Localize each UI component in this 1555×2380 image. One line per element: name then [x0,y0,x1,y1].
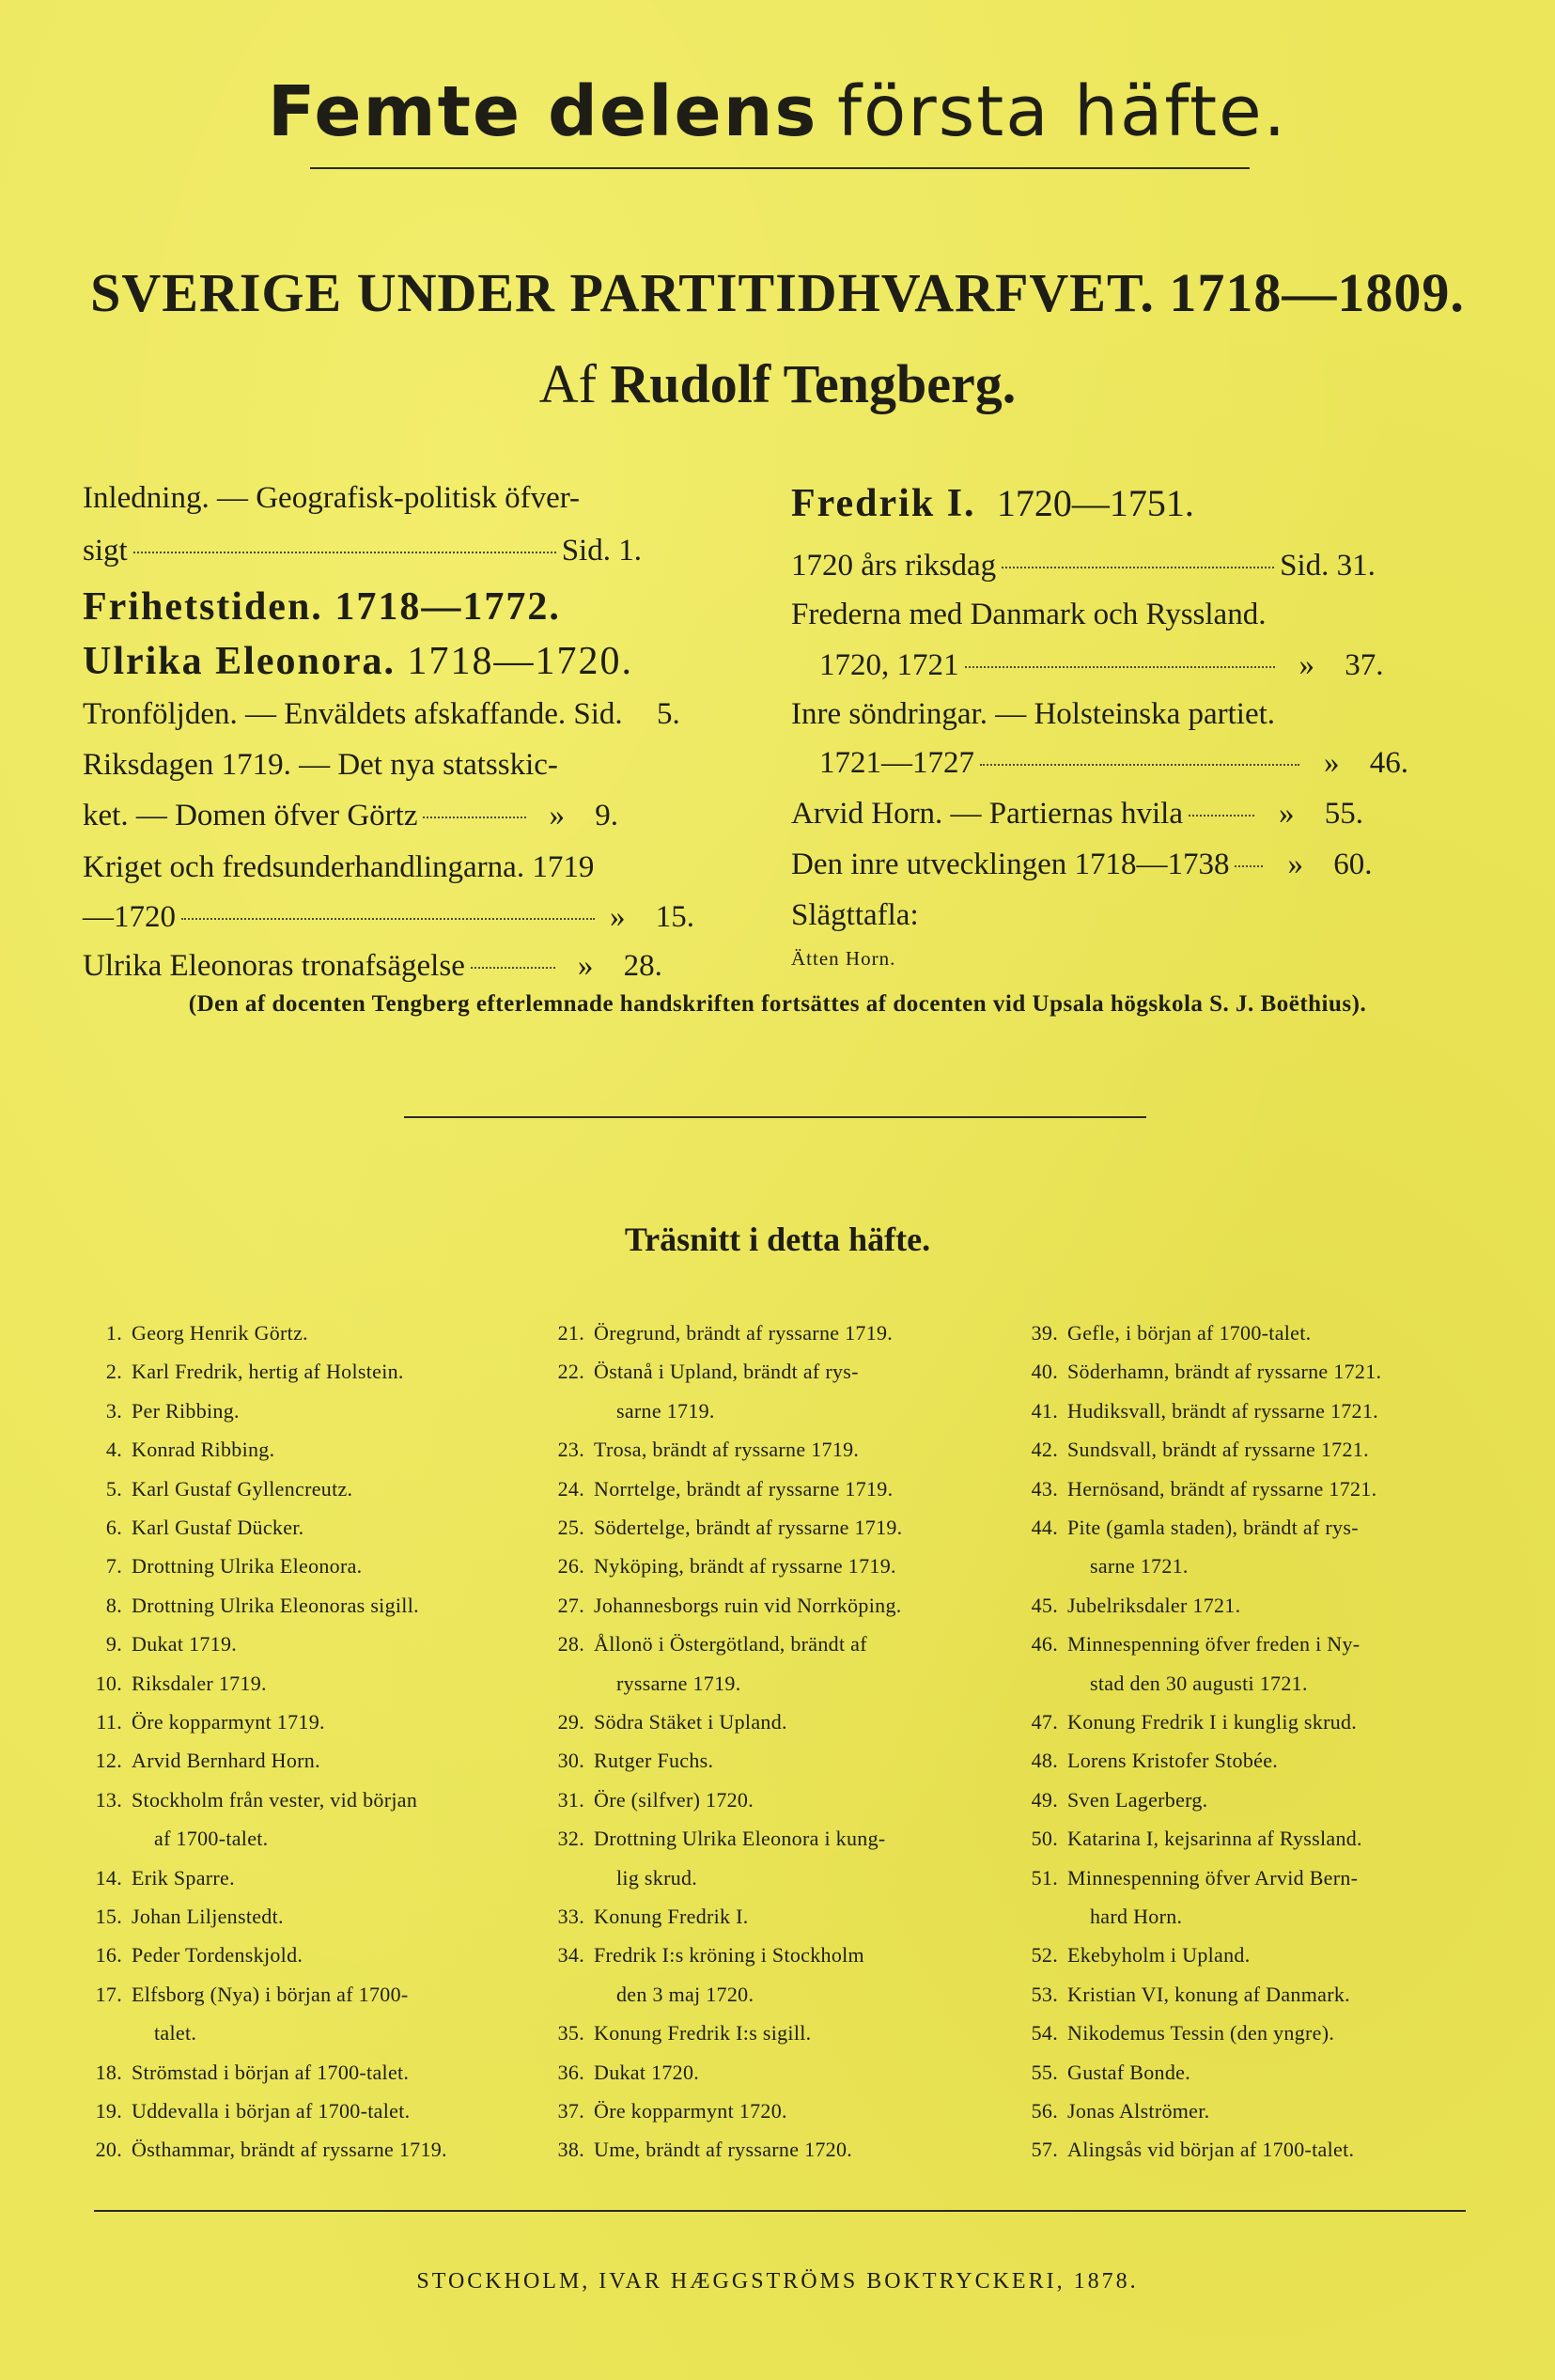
woodcut-caption: Drottning Ulrika Eleonora. [132,1554,363,1579]
woodcut-item [532,2138,852,2162]
woodcut-item [70,2061,409,2085]
woodcut-item [532,1905,749,1929]
toc-line [791,848,1372,882]
toc-text: Arvid Horn. — Partiernas hvila [791,797,1183,831]
woodcut-item [1005,2061,1190,2085]
woodcut-caption: hard Horn. [1090,1905,1183,1928]
woodcut-item [1005,1399,1378,1423]
toc-line [791,648,1384,683]
woodcut-item [532,1477,893,1501]
woodcut-item [1005,1632,1360,1657]
toc-page: 55. [1324,797,1363,831]
book-title: SVERIGE UNDER PARTITIDHVARFVET. 1718—1809. [90,262,1465,323]
continuation-note: (Den af docenten Tengberg efterlemnade handskriften fortsättes af docenten vid Upsala högskola S. J. Boëthius). [188,991,1367,1017]
toc-line: Ätten Horn. [791,947,896,970]
woodcut-item [1005,2138,1354,2162]
woodcut-number: 33. [557,1905,584,1928]
woodcut-caption: Riksdaler 1719. [132,1671,267,1695]
woodcut-item [70,2099,410,2123]
toc-text: 1720 års riksdag [791,549,997,583]
woodcut-caption: Karl Gustaf Dücker. [132,1516,304,1539]
woodcut-number: 39. [1031,1321,1058,1345]
toc-ditto: » [577,949,594,983]
woodcut-number: 4. [105,1438,122,1462]
woodcut-caption: lig skrud. [616,1865,698,1890]
section-heading-frihetstiden [83,584,561,630]
section-title: Ulrika Eleonora. [83,640,396,683]
woodcut-caption: sarne 1721. [1090,1554,1189,1579]
woodcut-item [1005,1438,1369,1462]
toc-ditto: » [1324,746,1340,780]
woodcut-number: 3. [105,1398,122,1423]
toc-text: 1721—1727 [819,746,974,780]
author-prefix: Af [538,353,597,414]
woodcut-caption: Arvid Bernhard Horn. [132,1749,320,1773]
woodcut-item [532,2061,699,2085]
woodcut-caption: Öre kopparmynt 1719. [132,1710,325,1734]
dot-leader [965,666,1275,668]
woodcut-item [70,1672,267,1696]
toc-line: Inre söndringar. — Holsteinska partiet. [791,697,1276,731]
woodcut-item [70,1477,352,1501]
woodcut-caption: Jonas Alströmer. [1067,2099,1210,2123]
woodcut-number: 21. [557,1321,584,1345]
toc-line [791,746,1408,781]
toc-line: Frederna med Danmark och Ryssland. [791,598,1267,631]
woodcut-item [1005,1827,1362,1851]
woodcut-caption: Kristian VI, konung af Danmark. [1067,1982,1350,2006]
woodcut-number: 49. [1031,1787,1058,1812]
woodcut-caption: Sven Lagerberg. [1067,1787,1208,1812]
section-years: 1718—1772. [334,585,561,629]
woodcut-caption: Uddevalla i början af 1700-talet. [132,2099,411,2123]
toc-text: Den inre utvecklingen 1718—1738 [791,848,1230,881]
woodcut-caption: den 3 maj 1720. [616,1982,754,2006]
woodcut-caption: Johannesborgs ruin vid Norrköping. [594,1593,902,1617]
woodcut-caption: Lorens Kristofer Stobée. [1067,1749,1279,1773]
woodcut-caption: Gefle, i början af 1700-talet. [1067,1321,1312,1345]
toc-line [791,549,1376,583]
woodcut-item [70,1983,409,2007]
woodcut-number: 24. [557,1476,584,1501]
woodcut-item [1005,1672,1308,1696]
toc-text: sigt [83,534,128,568]
woodcut-caption: Karl Fredrik, hertig af Holstein. [132,1360,404,1384]
toc-sid: Sid. [561,534,611,568]
toc-page: 15. [655,900,694,934]
woodcut-item [532,1321,893,1346]
woodcut-caption: Erik Sparre. [132,1865,235,1890]
dot-leader [471,967,555,969]
woodcut-caption: Drottning Ulrika Eleonoras sigill. [132,1593,419,1617]
woodcut-item [1005,1321,1311,1346]
woodcut-caption: Öregrund, brändt af ryssarne 1719. [594,1321,894,1345]
toc-ditto: » [1287,848,1303,881]
toc-page: 37. [1345,648,1384,682]
woodcut-item [70,1516,303,1540]
woodcut-item [1005,1477,1376,1501]
toc-text: ket. — Domen öfver Görtz [83,799,418,832]
woodcut-number: 18. [95,2060,122,2084]
woodcut-item [532,1632,867,1657]
toc-line [83,900,694,935]
toc-text: —1720 [83,900,176,934]
woodcut-caption: Ållonö i Östergötland, brändt af [594,1632,867,1657]
woodcut-number: 11. [96,1710,122,1734]
woodcut-item [70,1321,308,1346]
woodcut-number: 15. [95,1905,122,1928]
woodcut-caption: Elfsborg (Nya) i början af 1700- [132,1982,409,2006]
woodcut-caption: Georg Henrik Görtz. [132,1321,308,1345]
woodcut-item [1005,1360,1381,1384]
woodcut-item [532,1983,754,2007]
section-years: 1720—1751. [996,482,1194,524]
woodcut-caption: Minnespenning öfver freden i Ny- [1067,1632,1361,1657]
woodcut-caption: Öre kopparmynt 1720. [594,2099,787,2123]
woodcut-caption: Norrtelge, brändt af ryssarne 1719. [594,1476,894,1501]
toc-text: 1720, 1721 [819,648,959,682]
woodcut-item [532,1399,715,1423]
toc-left [83,0,740,1034]
woodcut-caption: Konung Fredrik I. [594,1905,749,1928]
woodcut-item [70,1788,417,1812]
woodcut-item [70,1438,274,1462]
woodcut-item [1005,1554,1189,1579]
woodcut-caption: Karl Gustaf Gyllencreutz. [132,1476,353,1501]
woodcut-number: 54. [1031,2021,1058,2046]
woodcut-caption: Ume, brändt af ryssarne 1720. [594,2138,853,2162]
woodcut-caption: ryssarne 1719. [616,1671,741,1695]
toc-text: Tronföljden. — Enväldets afskaffande. [83,697,567,731]
woodcut-item [70,1943,303,1968]
woodcut-number: 32. [557,1827,584,1851]
woodcut-item [1005,2021,1334,2046]
woodcut-number: 12. [95,1749,122,1773]
woodcut-number: 27. [557,1593,584,1617]
woodcut-number: 10. [95,1671,122,1695]
woodcut-item [70,1710,325,1734]
woodcut-number: 35. [557,2021,584,2046]
toc-ditto: » [1298,648,1314,682]
woodcut-item [532,1749,713,1773]
woodcut-item [532,1788,754,1812]
woodcut-item [1005,1710,1357,1734]
woodcut-number: 5. [105,1476,122,1501]
woodcut-number: 31. [557,1787,584,1812]
woodcut-caption: Söderhamn, brändt af ryssarne 1721. [1067,1360,1382,1384]
woodcut-caption: Södra Stäket i Upland. [594,1710,787,1734]
woodcut-number: 13. [95,1787,122,1812]
woodcut-number: 55. [1031,2060,1058,2084]
woodcut-item [70,1827,268,1851]
woodcut-item [1005,1516,1359,1540]
woodcut-number: 56. [1031,2099,1058,2123]
toc-page: 9. [595,799,618,832]
toc-line [83,534,740,568]
woodcut-caption: Nikodemus Tessin (den yngre). [1067,2021,1335,2046]
woodcut-number: 46. [1031,1632,1058,1657]
woodcut-caption: Södertelge, brändt af ryssarne 1719. [594,1516,903,1539]
woodcut-item [1005,1866,1358,1890]
woodcut-number: 53. [1031,1982,1058,2006]
woodcut-item [532,1516,902,1540]
woodcut-caption: Peder Tordenskjold. [132,1943,303,1968]
woodcut-item [1005,1749,1278,1773]
toc-right [791,0,1468,1034]
woodcut-caption: Trosa, brändt af ryssarne 1719. [594,1438,860,1462]
woodcut-item [532,1710,787,1734]
woodcut-number: 25. [557,1516,584,1539]
woodcut-caption: Fredrik I:s kröning i Stockholm [594,1943,864,1968]
woodcut-caption: Konung Fredrik I:s sigill. [594,2021,812,2046]
woodcut-caption: Nyköping, brändt af ryssarne 1719. [594,1554,896,1579]
woodcut-number: 7. [105,1554,122,1579]
woodcut-number: 42. [1031,1438,1058,1462]
woodcut-number: 14. [95,1865,122,1890]
woodcut-item [70,1554,362,1579]
toc-line: Slägttafla: [791,898,919,932]
woodcut-caption: Stockholm från vester, vid början [132,1787,418,1812]
woodcut-caption: Pite (gamla staden), brändt af rys- [1067,1516,1359,1539]
middle-rule [404,1116,1146,1118]
toc-line [83,799,618,833]
woodcut-number: 34. [557,1943,584,1968]
toc-page: 60. [1333,848,1373,881]
woodcut-caption: stad den 30 augusti 1721. [1090,1671,1308,1695]
toc-page: 28. [623,949,662,983]
dot-leader [423,817,526,818]
dot-leader [1002,567,1274,568]
woodcut-number: 40. [1031,1360,1058,1384]
woodcut-number: 57. [1031,2138,1058,2162]
toc-page: 1. [618,534,642,568]
woodcut-caption: Gustaf Bonde. [1067,2060,1190,2084]
toc-ditto: » [549,799,565,832]
woodcut-item [532,1866,697,1890]
woodcut-item [532,1438,859,1462]
woodcut-item [532,1554,896,1579]
woodcut-item [1005,1983,1350,2007]
heading-light: första häfte. [836,71,1288,152]
woodcut-number: 48. [1031,1749,1058,1773]
toc-line [83,949,662,984]
woodcut-item [1005,1943,1251,1968]
woodcut-item [532,1943,864,1968]
woodcuts-column-2 [532,1321,1002,2195]
woodcut-caption: Dukat 1719. [132,1632,238,1657]
woodcut-number: 9. [105,1632,122,1657]
woodcut-number: 20. [95,2138,122,2162]
bottom-rule [94,2210,1466,2212]
toc-line: Inledning. — Geografisk-politisk öfver- [83,481,581,515]
dot-leader [1235,865,1263,867]
woodcut-item [532,1360,859,1384]
woodcut-number: 43. [1031,1476,1058,1501]
woodcut-number: 47. [1031,1710,1058,1734]
woodcut-item [70,1905,284,1929]
woodcut-item [70,1360,404,1384]
section-heading-fredrik [791,481,1194,526]
woodcut-caption: sarne 1719. [616,1398,715,1423]
woodcut-caption: Jubelriksdaler 1721. [1067,1593,1241,1617]
woodcut-number: 16. [95,1943,122,1968]
woodcut-item [70,1866,235,1890]
section-years: 1718—1720. [407,640,633,683]
woodcuts-title: Träsnitt i detta häfte. [624,1221,931,1258]
toc-line [791,797,1363,832]
woodcut-caption: Johan Liljenstedt. [132,1905,284,1928]
woodcut-caption: Drottning Ulrika Eleonora i kung- [594,1827,886,1851]
woodcut-number: 37. [557,2099,584,2123]
woodcut-caption: Hernösand, brändt af ryssarne 1721. [1067,1476,1377,1501]
section-heading-ulrika [83,639,633,684]
woodcut-number: 52. [1031,1943,1058,1968]
toc-line [83,697,680,732]
woodcut-item [70,2138,447,2162]
woodcut-caption: Sundsvall, brändt af ryssarne 1721. [1067,1438,1369,1462]
woodcut-caption: Minnespenning öfver Arvid Bern- [1067,1865,1359,1890]
woodcut-number: 2. [105,1360,122,1384]
toc-ditto: » [610,900,626,934]
woodcut-item [532,2021,811,2046]
woodcut-caption: Konung Fredrik I i kunglig skrud. [1067,1710,1358,1734]
dot-leader [1189,815,1254,817]
woodcut-number: 51. [1031,1865,1058,1890]
woodcut-caption: Östanå i Upland, brändt af rys- [594,1360,859,1384]
heading-bold: Femte delens [267,71,818,152]
woodcut-number: 23. [557,1438,584,1462]
woodcut-item [532,1672,741,1696]
woodcut-item [1005,1788,1208,1812]
woodcut-item [70,2021,196,2046]
woodcut-number: 29. [557,1710,584,1734]
toc-line: Riksdagen 1719. — Det nya statsskic- [83,748,558,782]
woodcut-caption: Hudiksvall, brändt af ryssarne 1721. [1067,1398,1378,1423]
woodcut-caption: Katarina I, kejsarinna af Ryssland. [1067,1827,1362,1851]
woodcut-caption: af 1700-talet. [154,1827,269,1851]
woodcut-item [70,1594,419,1618]
author-name: Rudolf Tengberg. [610,353,1017,414]
woodcut-number: 22. [557,1360,584,1384]
dot-leader [980,764,1299,766]
toc-page: 5. [656,697,680,731]
woodcut-number: 45. [1031,1593,1058,1617]
toc-sid: Sid. [1280,549,1330,583]
woodcut-number: 38. [557,2138,584,2162]
woodcut-caption: Alingsås vid början af 1700-talet. [1067,2138,1355,2162]
woodcut-number: 8. [105,1593,122,1617]
woodcut-item [70,1632,237,1657]
woodcut-number: 1. [105,1321,122,1345]
toc-sid: Sid. [573,697,623,731]
woodcut-item [70,1399,240,1423]
section-title: Frihetstiden. [83,585,323,629]
woodcut-caption: Dukat 1720. [594,2060,700,2084]
woodcut-item [1005,1594,1240,1618]
toc-page: 46. [1369,746,1408,780]
woodcut-item [1005,2099,1209,2123]
woodcut-number: 17. [95,1982,122,2006]
woodcut-item [532,1827,886,1851]
woodcut-number: 50. [1031,1827,1058,1851]
woodcut-caption: Öre (silfver) 1720. [594,1787,754,1812]
woodcut-caption: Östhammar, brändt af ryssarne 1719. [132,2138,447,2162]
woodcut-number: 6. [105,1516,122,1539]
woodcuts-column-1 [70,1321,539,2195]
woodcut-number: 26. [557,1554,584,1579]
woodcut-number: 41. [1031,1398,1058,1423]
woodcut-number: 19. [95,2099,122,2123]
woodcut-number: 30. [557,1749,584,1773]
dot-leader [181,918,595,920]
toc-line: Kriget och fredsunderhandlingarna. 1719 [83,850,595,884]
woodcut-caption: talet. [154,2021,197,2046]
toc-text: Ulrika Eleonoras tronafsägelse [83,949,465,983]
woodcut-item [532,2099,787,2123]
section-title: Fredrik I. [791,482,976,525]
woodcut-number: 44. [1031,1516,1058,1539]
woodcut-item [70,1749,320,1773]
woodcut-caption: Ekebyholm i Upland. [1067,1943,1251,1968]
printer-imprint: STOCKHOLM, IVAR HÆGGSTRÖMS BOKTRYCKERI, 1878. [416,2269,1139,2294]
woodcut-number: 28. [557,1632,584,1657]
woodcut-number: 36. [557,2060,584,2084]
woodcut-item [1005,1905,1182,1929]
toc-page: 31. [1336,549,1376,583]
woodcut-caption: Per Ribbing. [132,1398,240,1423]
woodcut-item [532,1594,902,1618]
woodcut-caption: Strömstad i början af 1700-talet. [132,2060,410,2084]
toc-ditto: » [1279,797,1295,831]
woodcut-caption: Rutger Fuchs. [594,1749,714,1773]
woodcuts-column-3 [1005,1321,1494,2195]
woodcut-caption: Konrad Ribbing. [132,1438,275,1462]
dot-leader [133,552,556,553]
